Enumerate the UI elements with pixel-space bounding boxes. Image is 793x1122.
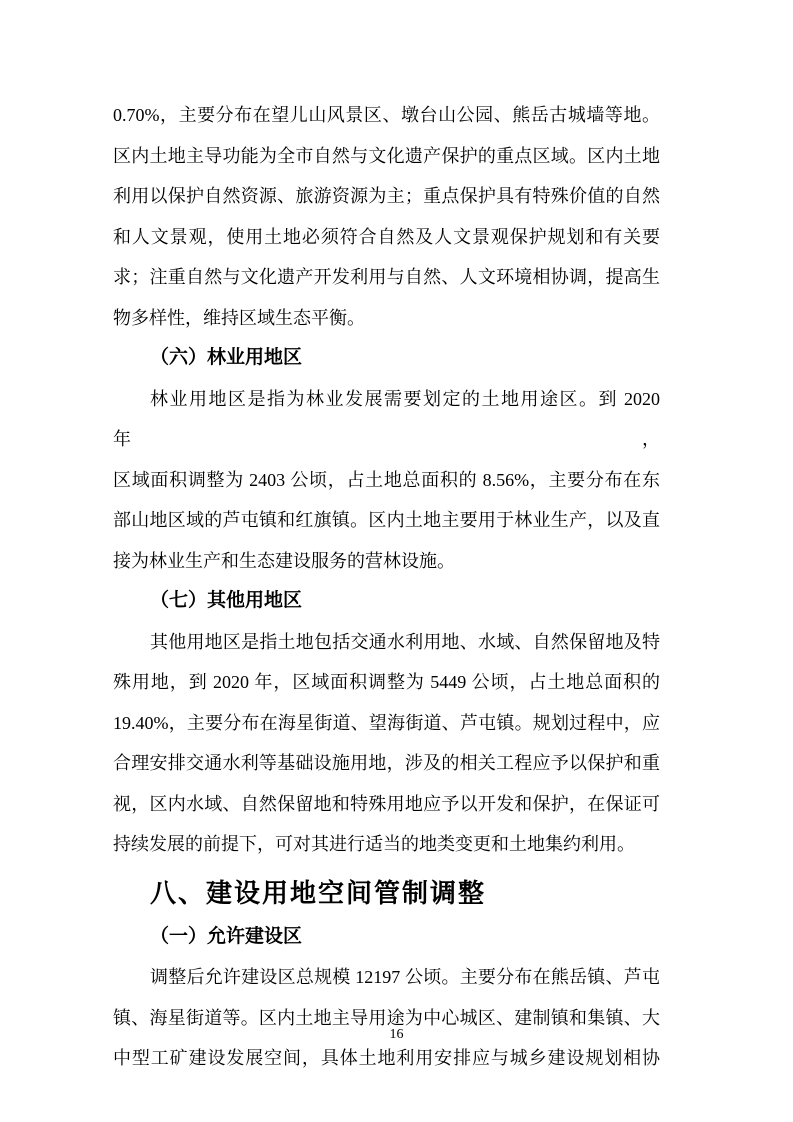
text-line: 接为林业生产和生态建设服务的营林设施。 — [113, 550, 455, 571]
text-line: 持续发展的前提下，可对其进行适当的地类变更和土地集约利用。 — [113, 834, 635, 854]
text-line: 镇、海星街道等。区内土地主导用途为中心城区、建制镇和集镇、大 — [113, 1007, 660, 1028]
section-heading-other-land: （七）其他用地区 — [150, 590, 303, 611]
text-line: 合理安排交通水利等基础设施用地，涉及的相关工程应予以保护和重 — [113, 753, 660, 773]
text-line: 部山地区域的芦屯镇和红旗镇。区内土地主要用于林业生产，以及直 — [113, 510, 660, 530]
text-line: 利用以保护自然资源、旅游资源为主；重点保护具有特殊价值的自然 — [113, 186, 660, 206]
paragraph — [113, 95, 660, 338]
text-line: 中型工矿建设发展空间，具体土地利用安排应与城乡建设规划相协 — [113, 1048, 660, 1068]
text-line: 和人文景观，使用土地必须符合自然及人文景观保护规划和有关要 — [113, 226, 660, 247]
paragraph — [113, 379, 660, 582]
paragraph — [113, 622, 660, 865]
page-number: 16 — [389, 1027, 404, 1042]
document-content — [113, 95, 660, 1079]
text-line: 调整后允许建设区总规模 12197 公顷。主要分布在熊岳镇、芦屯 — [150, 967, 660, 987]
text-line: 区域面积调整为 2403 公顷，占土地总面积的 8.56%，主要分布在东 — [113, 469, 660, 490]
section-heading-forestry: （六）林业用地区 — [150, 347, 303, 368]
text-line: 求；注重自然与文化遗产开发利用与自然、人文环境相协调，提高生 — [113, 267, 660, 287]
text-line: 林业用地区是指为林业发展需要划定的土地用途区。到 2020 年， — [113, 388, 660, 449]
text-line: 殊用地，到 2020 年，区域面积调整为 5449 公顷，占土地总面积的 — [113, 672, 660, 692]
text-line: 0.70%，主要分布在望儿山风景区、墩台山公园、熊岳古城墙等地。 — [113, 105, 660, 125]
text-line: 物多样性，维持区域生态平衡。 — [113, 307, 365, 328]
section-heading-allowed-construction: （一）允许建设区 — [150, 925, 303, 947]
text-line: 其他用地区是指土地包括交通水利用地、水域、自然保留地及特 — [150, 631, 660, 652]
text-line: 视，区内水域、自然保留地和特殊用地应予以开发和保护，在保证可 — [113, 793, 660, 814]
chapter-heading-construction-land: 八、建设用地空间管制调整 — [150, 878, 487, 908]
text-line: 区内土地主导功能为全市自然与文化遗产保护的重点区域。区内土地 — [113, 145, 660, 166]
text-line: 19.40%，主要分布在海星街道、望海街道、芦屯镇。规划过程中，应 — [113, 712, 660, 733]
paragraph — [113, 957, 660, 1079]
